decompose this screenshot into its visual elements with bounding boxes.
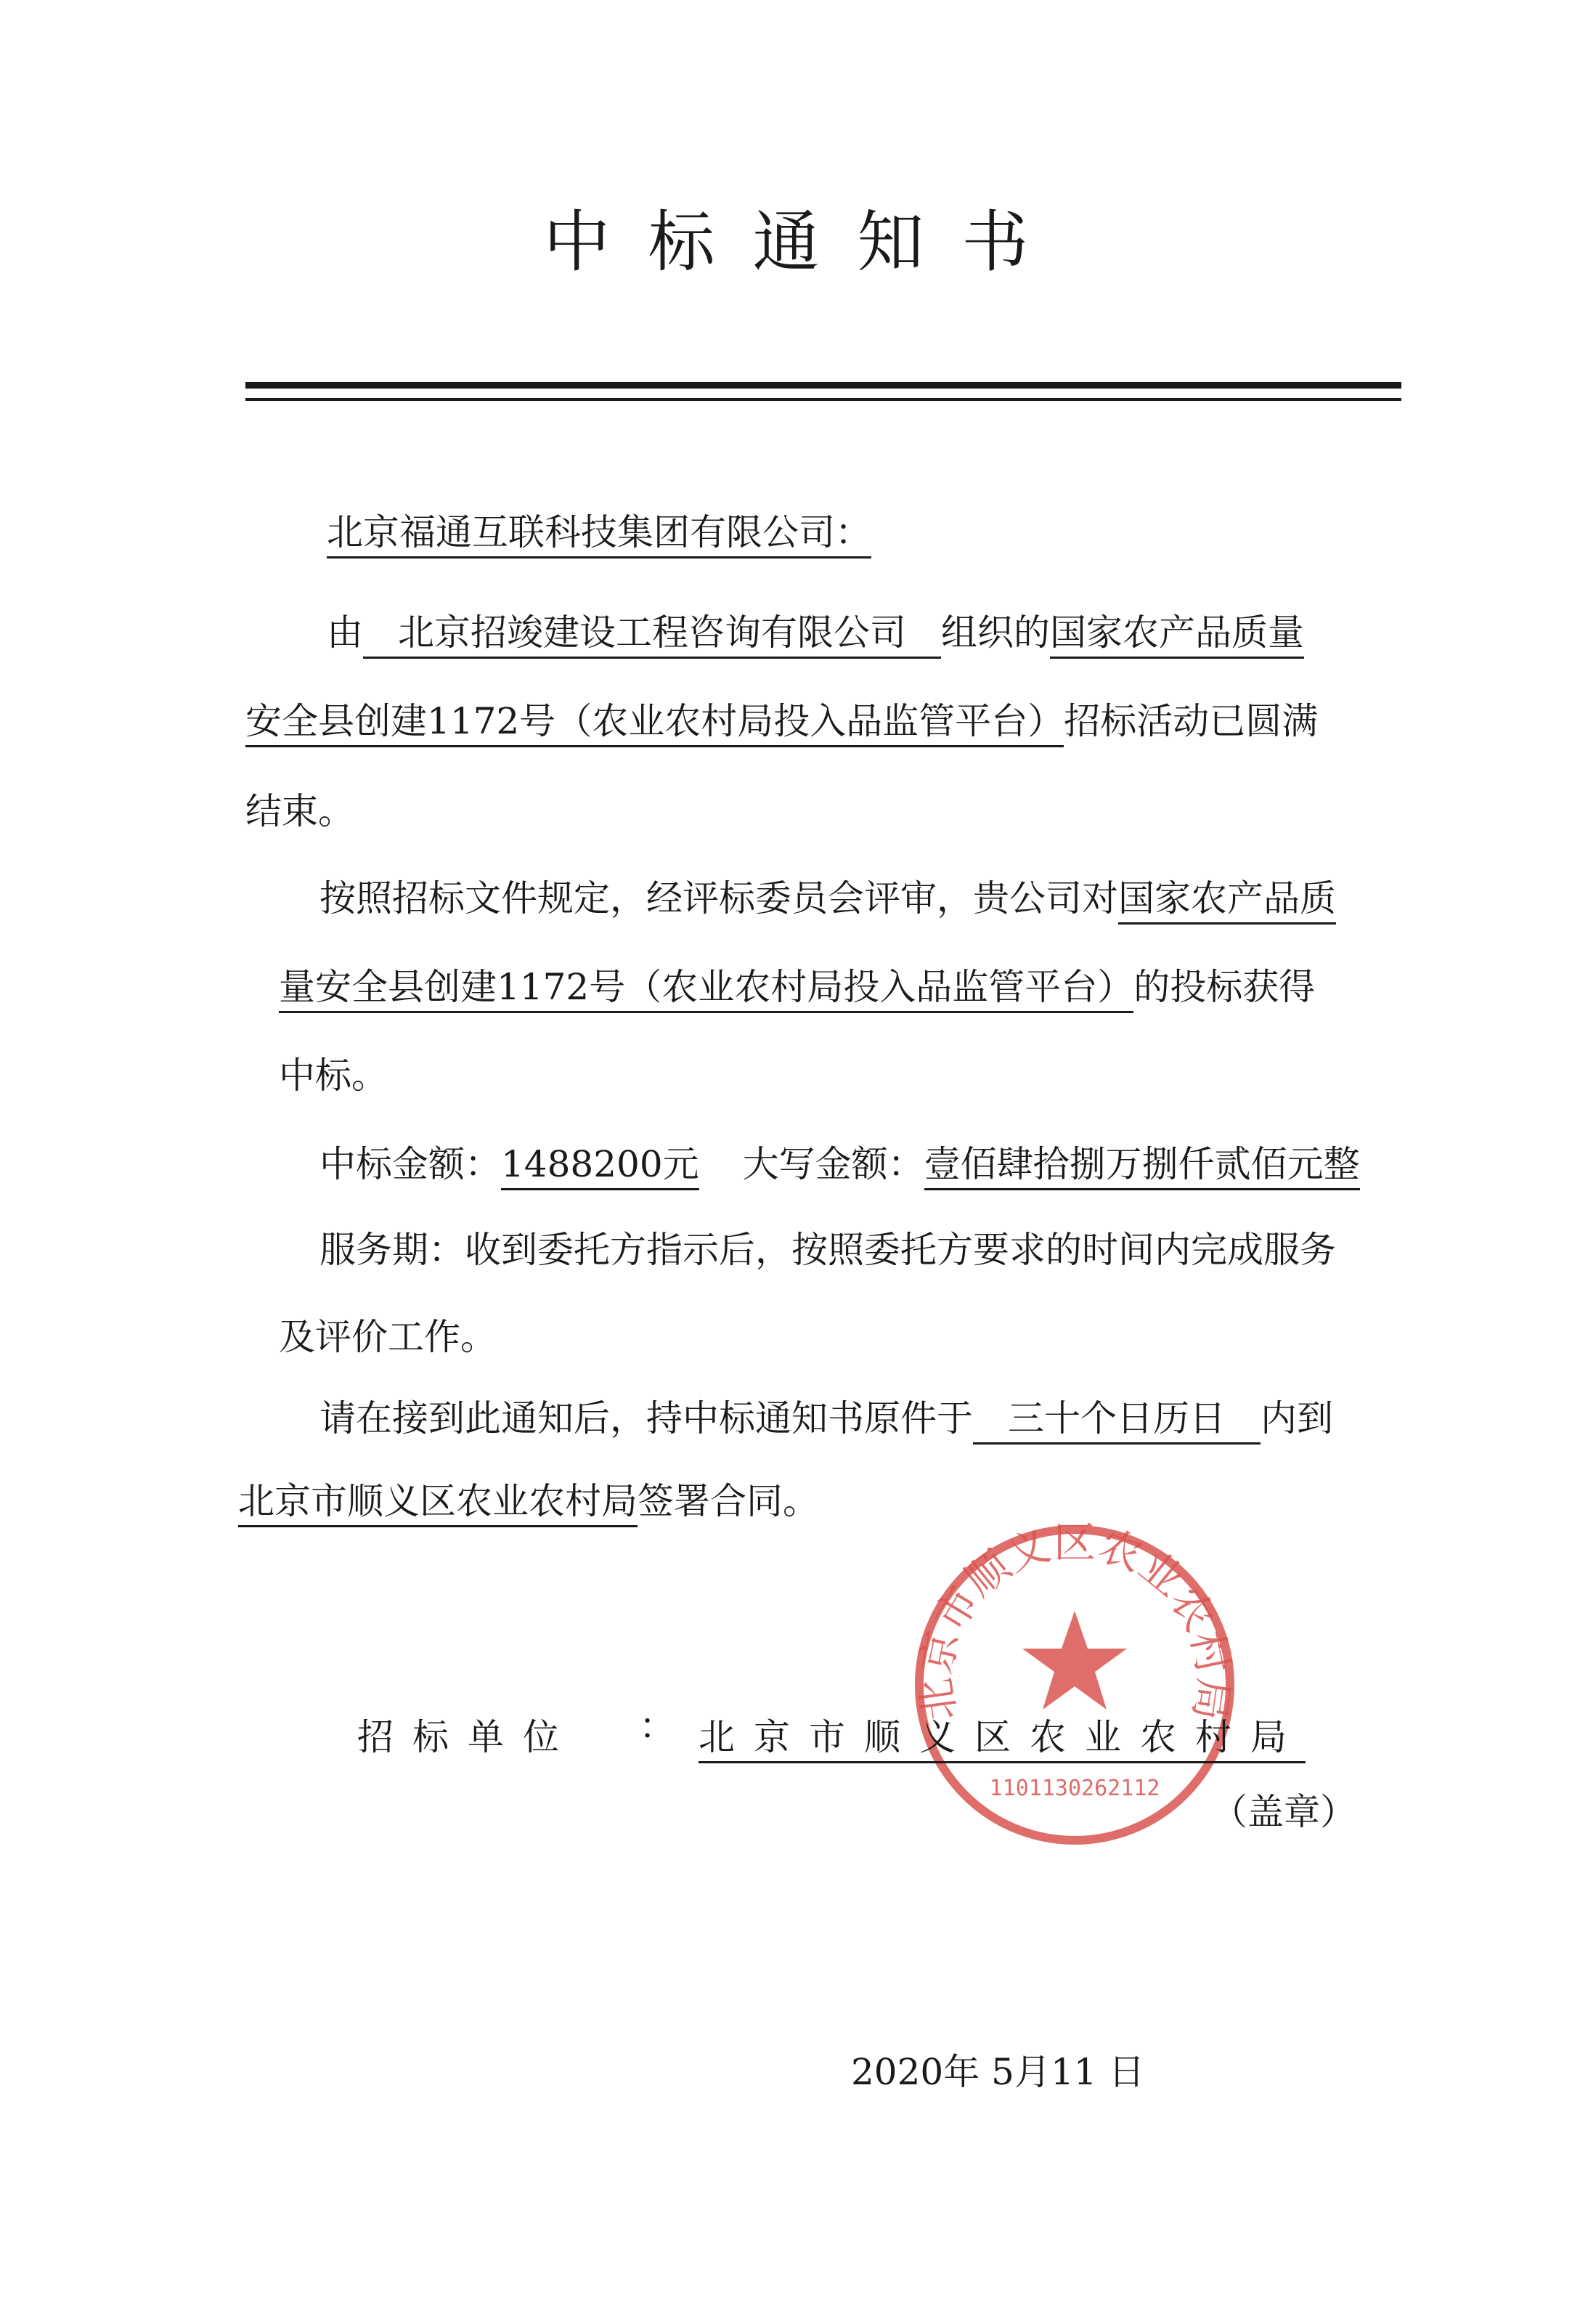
- notice-line2: 北京市顺义区农业农村局签署合同。: [238, 1483, 819, 1519]
- para1-line1: 由 北京招竣建设工程咨询有限公司 组织的国家农产品质量: [327, 614, 1304, 651]
- bid-amount-upper: 壹佰肆拾捌万捌仟贰佰元整: [924, 1143, 1360, 1190]
- project-name-part2: 安全县创建1172号（农业农村局投入品监管平台）: [245, 700, 1064, 747]
- signature-colon: ：: [639, 1705, 675, 1747]
- para1-line2: 安全县创建1172号（农业农村局投入品监管平台）招标活动已圆满: [245, 703, 1318, 739]
- notice-line1: 请在接到此通知后，持中标通知书原件于 三十个日历日 内到: [319, 1400, 1333, 1437]
- seal-code: 1101130262112: [989, 1776, 1160, 1801]
- sign-period: 三十个日历日: [973, 1397, 1261, 1445]
- seal-note: （盖章）: [1211, 1791, 1356, 1833]
- document-title: 中标通知书: [543, 203, 1067, 281]
- para1-line3: 结束。: [245, 790, 354, 832]
- agency-name: 北京招竣建设工程咨询有限公司: [363, 612, 941, 659]
- signature-label: 招标单位: [357, 1716, 578, 1758]
- bid-amount: 1488200元: [501, 1143, 699, 1190]
- recipient: 北京福通互联科技集团有限公司：: [327, 514, 871, 550]
- signature-unit: 北京市顺义区农业农村局: [699, 1708, 1306, 1760]
- title-rule-thick: [245, 382, 1401, 389]
- para2-line3: 中标。: [279, 1055, 388, 1097]
- service-line1: 服务期：收到委托方指示后，按照委托方要求的时间内完成服务: [319, 1229, 1336, 1271]
- service-line2: 及评价工作。: [279, 1316, 497, 1358]
- issue-date: 2020年 5月11 日: [851, 2051, 1145, 2093]
- title-rule-thin: [245, 398, 1401, 401]
- para2-line2: 量安全县创建1172号（农业农村局投入品监管平台）的投标获得: [279, 969, 1315, 1005]
- seal-ring-text: 北京市顺义区农业农村局: [911, 1518, 1239, 1724]
- project-name-bid-part2: 量安全县创建1172号（农业农村局投入品监管平台）: [279, 966, 1133, 1013]
- para2-line1: 按照招标文件规定，经评标委员会评审，贵公司对国家农产品质: [319, 880, 1336, 917]
- official-seal: [908, 1518, 1242, 1852]
- amount-line: 中标金额：1488200元 大写金额：壹佰肆拾捌万捌仟贰佰元整: [319, 1146, 1360, 1182]
- project-name-bid-part1: 国家农产品质: [1118, 877, 1336, 925]
- seal-star-icon: [1022, 1611, 1127, 1710]
- project-name-part1: 国家农产品质量: [1050, 612, 1304, 659]
- sign-place: 北京市顺义区农业农村局: [238, 1480, 638, 1527]
